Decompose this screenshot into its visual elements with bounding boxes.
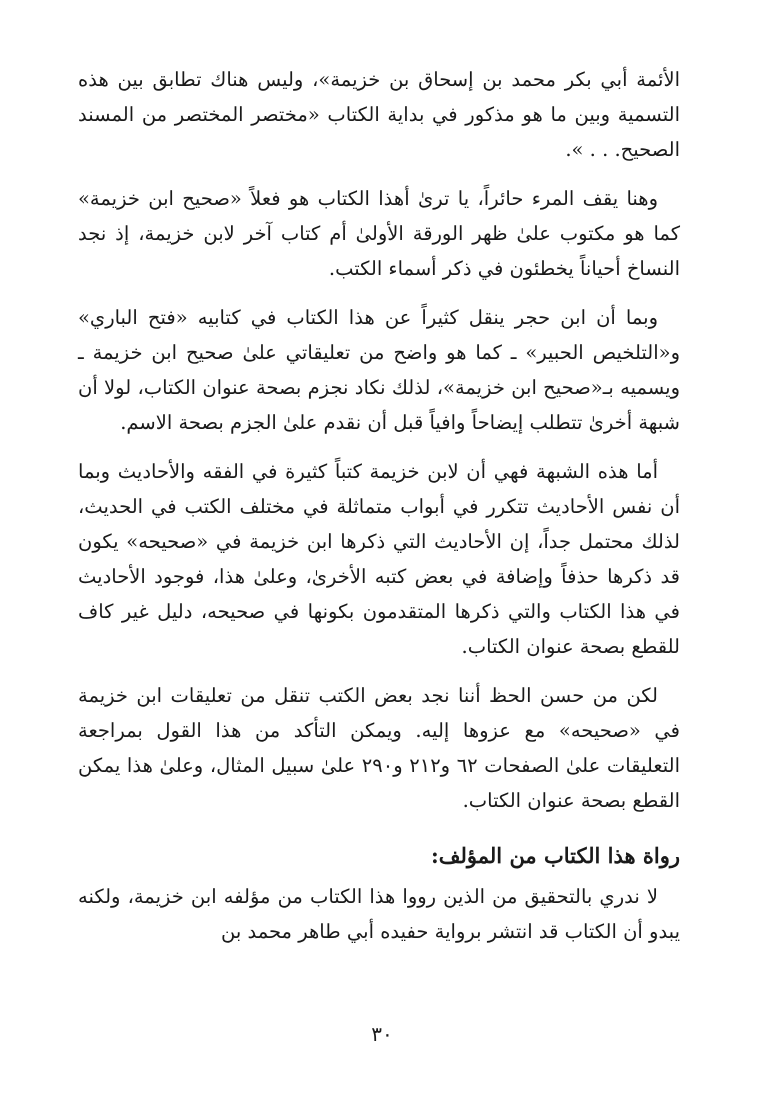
paragraph-suspicion: أما هذه الشبهة فهي أن لابن خزيمة كتباً كثيرة في الفقه والأحاديث وبما أن نفس الأحاديث تتكرر في أبواب متماثلة في مختلف الكتب في الحديث، لذلك محتمل جداً، إن الأحاديث التي ذكرها ابن خزيمة في «صحيحه» يكون قد ذكرها حذفاً وإضافة في بعض كتبه الأخرىٰ، وعلىٰ هذا، فوجود الأحاديث في هذا الكتاب والتي ذكرها المتقدمون بكونها في صحيحه، دليل غير كاف للقطع بصحة عنوان الكتاب. bbox=[78, 460, 680, 658]
page-body-text bbox=[78, 62, 680, 963]
section-heading: رواة هذا الكتاب من المؤلف: bbox=[431, 843, 680, 868]
paragraph-continuation: الأئمة أبي بكر محمد بن إسحاق بن خزيمة»، وليس هناك تطابق بين هذه التسمية وبين ما هو مذكور في بداية الكتاب «مختصر المختصر من المسند الصحيح. . . ». bbox=[78, 68, 680, 161]
paragraph-doubt: وهنا يقف المرء حائراً، يا ترىٰ أهذا الكتاب هو فعلاً «صحيح ابن خزيمة» كما هو مكتوب علىٰ ظهر الورقة الأولىٰ أم كتاب آخر لابن خزيمة، إذ نجد النساخ أحياناً يخطئون في ذكر أسماء الكتب. bbox=[78, 187, 680, 280]
paragraph-narrators: لا ندري بالتحقيق من الذين رووا هذا الكتاب من مؤلفه ابن خزيمة، ولكنه يبدو أن الكتاب قد انتشر برواية حفيده أبي طاهر محمد بن bbox=[78, 885, 680, 943]
page-number: ٣٠ bbox=[371, 1022, 393, 1046]
paragraph-ibn-hajar: وبما أن ابن حجر ينقل كثيراً عن هذا الكتاب في كتابيه «فتح الباري» و«التلخيص الحبير» ـ كما هو واضح من تعليقاتي علىٰ صحيح ابن خزيمة ـ ويسميه بـ«صحيح ابن خزيمة»، لذلك نكاد نجزم بصحة عنوان الكتاب، لولا أن شبهة أخرىٰ تتطلب إيضاحاً وافياً قبل أن نقدم علىٰ الجزم بصحة الاسم. bbox=[78, 306, 680, 434]
paragraph-fortune: لكن من حسن الحظ أننا نجد بعض الكتب تنقل من تعليقات ابن خزيمة في «صحيحه» مع عزوها إليه. ويمكن التأكد من هذا القول بمراجعة التعليقات علىٰ الصفحات ٦٢ و٢١٢ و٢٩٠ علىٰ سبيل المثال، وعلىٰ هذا يمكن القطع بصحة عنوان الكتاب. bbox=[78, 684, 680, 812]
